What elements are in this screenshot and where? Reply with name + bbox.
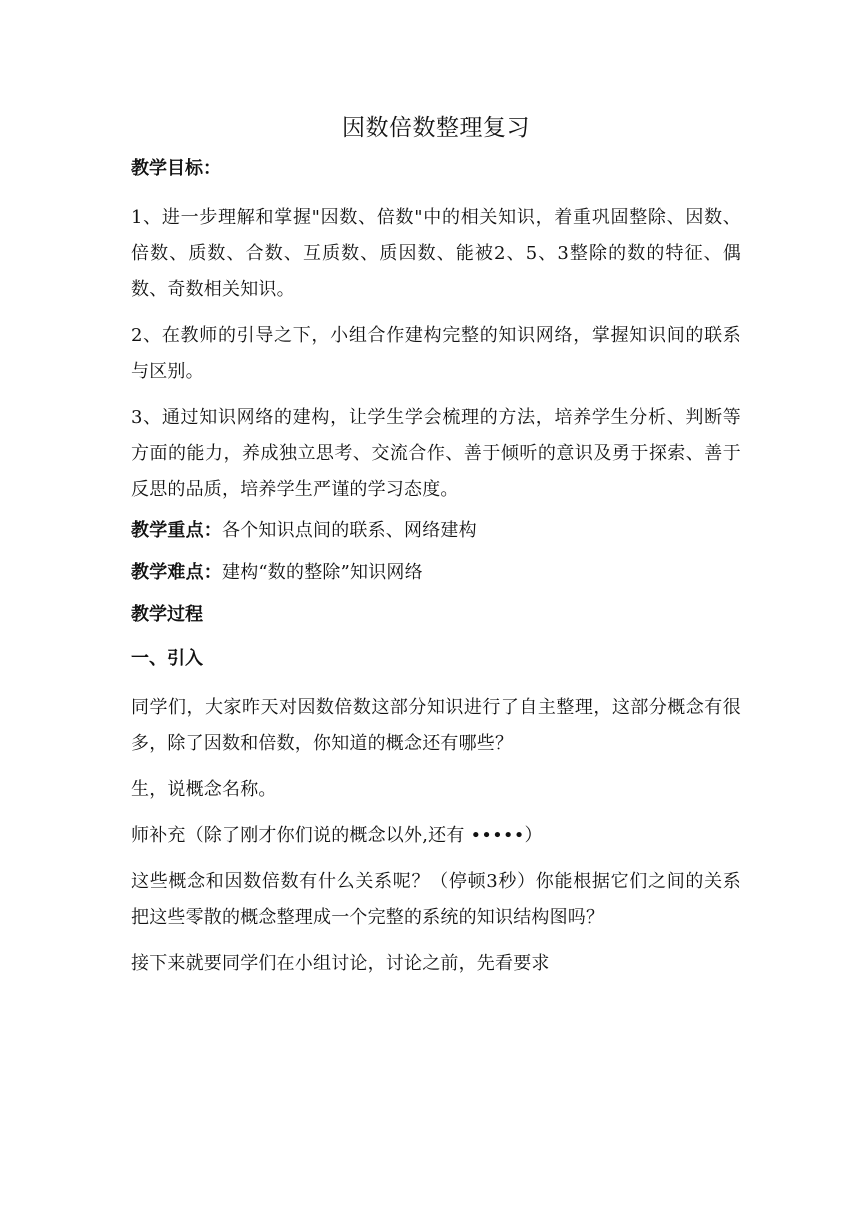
document-content [131, 108, 741, 992]
document-title: 因数倍数整理复习 [342, 115, 530, 141]
key-point-line [131, 518, 741, 544]
key-point-text: 各个知识点间的联系、网络建构 [222, 520, 477, 541]
objective-paragraph-2: 2、在教师的引导之下，小组合作建构完整的知识网络，掌握知识间的联系与区别。 [131, 325, 741, 382]
objectives-heading: 教学目标： [131, 158, 221, 179]
objective-paragraph-3: 3、通过知识网络的建构，让学生学会梳理的方法，培养学生分析、判断等方面的能力，养成独立思考、交流合作、善于倾听的意识及勇于探索、善于反思的品质，培养学生严谨的学习态度。 [131, 407, 741, 500]
intro-paragraph-2: 生，说概念名称。 [131, 779, 277, 800]
objective-paragraph-1: 1、进一步理解和掌握"因数、倍数"中的相关知识，着重巩固整除、因数、倍数、质数、合数、互质数、质因数、能被2、5、3整除的数的特征、偶数、奇数相关知识。 [131, 207, 741, 300]
teaching-process-heading: 教学过程 [131, 604, 203, 625]
difficulty-label: 教学难点： [131, 562, 222, 583]
difficulty-text: 建构“数的整除”知识网络 [222, 562, 423, 583]
introduction-heading: 一、引入 [131, 648, 203, 669]
intro-paragraph-4: 这些概念和因数倍数有什么关系呢？（停顿3秒）你能根据它们之间的关系把这些零散的概念整理成一个完整的系统的知识结构图吗？ [131, 871, 741, 928]
intro-paragraph-3: 师补充（除了刚才你们说的概念以外,还有 •••••） [131, 825, 543, 846]
key-point-label: 教学重点： [131, 520, 222, 541]
intro-paragraph-1: 同学们，大家昨天对因数倍数这部分知识进行了自主整理，这部分概念有很多，除了因数和倍数，你知道的概念还有哪些？ [131, 697, 741, 754]
difficulty-line [131, 560, 741, 586]
intro-paragraph-5: 接下来就要同学们在小组讨论，讨论之前，先看要求 [131, 953, 550, 974]
